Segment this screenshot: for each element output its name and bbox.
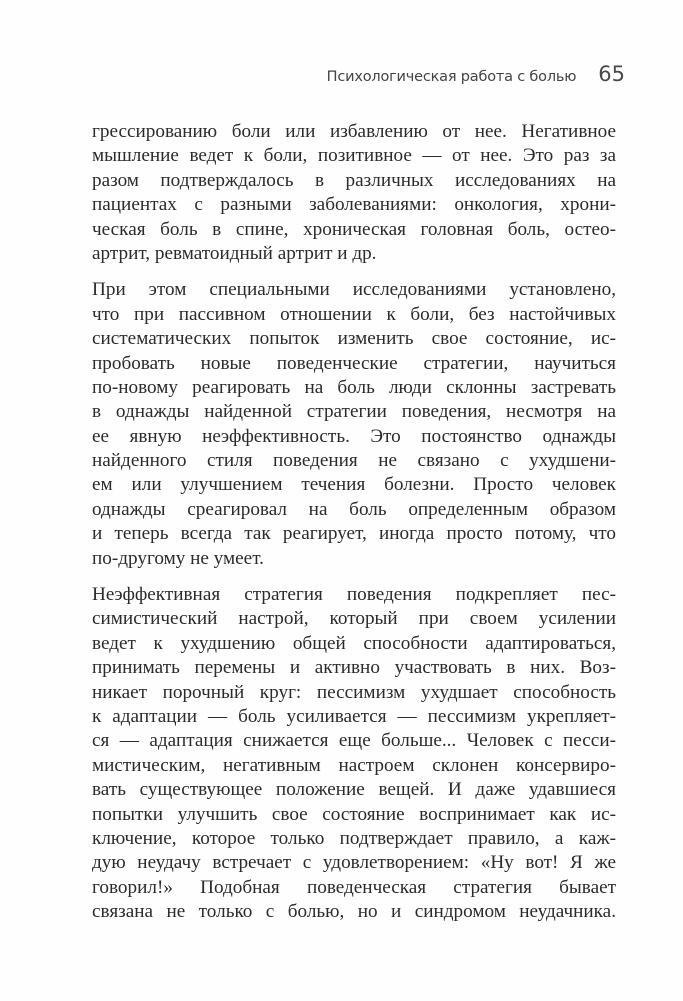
text-line: ся — адаптация снижается еще больше... Человек с песси- (92, 730, 616, 752)
text-line: в однажды найденной стратегии поведения, несмотря на (92, 401, 616, 423)
running-header (327, 62, 625, 86)
text-line: по-новому реагировать на боль люди склонны застревать (92, 376, 616, 398)
text-line: симистический настрой, который при своем усилении (92, 608, 616, 630)
text-line: принимать перемены и активно участвовать в них. Воз- (92, 657, 616, 679)
text-line: грессированию боли или избавлению от нее. Негативное (92, 121, 616, 142)
text-line: систематических попыток изменить свое состояние, ис- (92, 328, 616, 350)
text-line: мышление ведет к боли, позитивное — от нее. Это раз за (92, 145, 616, 167)
text-line: ее явную неэффективность. Это постоянство однажды (92, 425, 616, 447)
text-line: найденного стиля поведения не связано с ухудшени- (92, 450, 616, 472)
text-line: ческая боль в спине, хроническая головная боль, остео- (92, 218, 616, 240)
text-line: ем или улучшением течения болезни. Просто человек (92, 474, 616, 496)
chapter-title: Психологическая работа с болью (326, 69, 577, 85)
text-line: к адаптации — боль усиливается — пессимизм укрепляет- (92, 705, 616, 727)
text-line: ведет к ухудшению общей способности адаптироваться, (92, 632, 616, 654)
text-line: пробовать новые поведенческие стратегии, научиться (92, 352, 616, 374)
text-line: попытки улучшить свое состояние воспринимает как ис- (92, 803, 616, 825)
text-line: говорил!» Подобная поведенческая стратегия бывает (92, 876, 616, 898)
text-line: дую неудачу встречает с удовлетворением: «Ну вот! Я же (92, 852, 616, 874)
text-line: вать существующее положение вещей. И даже удавшиеся (92, 779, 616, 801)
text-line: что при пассивном отношении к боли, без настойчивых (92, 303, 616, 325)
paragraph-3 (92, 583, 616, 924)
text-line: разом подтверждалось в различных исследованиях на (92, 169, 616, 191)
text-line: артрит, ревматоидный артрит и др. (92, 242, 377, 264)
text-line: по-другому не умеет. (92, 547, 264, 569)
text-line: пациентах с разными заболеваниями: онкология, хрони- (92, 194, 616, 216)
paragraph-2 (92, 278, 616, 571)
text-line: однажды среагировал на боль определенным образом (92, 498, 616, 520)
text-line: При этом специальными исследованиями установлено, (92, 279, 616, 301)
text-line: Неэффективная стратегия поведения подкрепляет пес- (92, 584, 616, 606)
text-line: и теперь всегда так реагирует, иногда просто потому, что (92, 523, 616, 545)
body-text (92, 120, 616, 937)
text-line: связана не только с болью, но и синдромом неудачника. (92, 901, 616, 923)
text-line: мистическим, негативным настроем склонен консервиро- (92, 754, 616, 776)
paragraph-1 (92, 120, 616, 266)
page-number: 65 (598, 62, 625, 86)
text-line: никает порочный круг: пессимизм ухудшает способность (92, 681, 616, 703)
text-line: ключение, которое только подтверждает правило, а каж- (92, 827, 616, 849)
